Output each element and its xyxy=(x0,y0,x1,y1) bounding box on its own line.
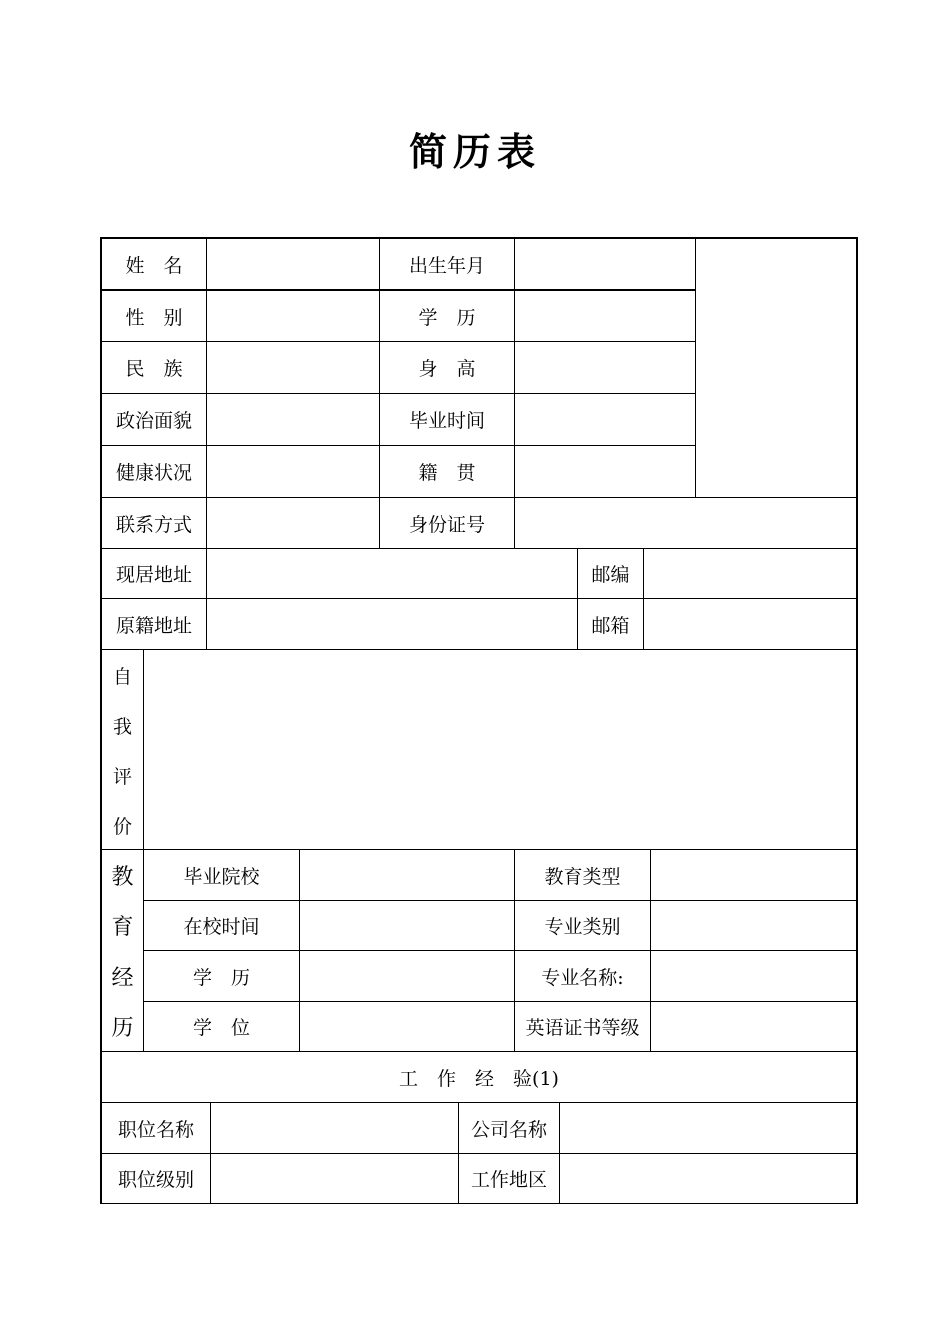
email-label: 邮箱 xyxy=(591,614,630,637)
position-level-label: 职位级别 xyxy=(117,1169,194,1191)
degree-level-label: 学 历 xyxy=(192,966,250,989)
degree-level-field[interactable] xyxy=(300,951,514,1001)
education-field[interactable] xyxy=(515,291,695,341)
resume-form xyxy=(100,237,858,1204)
height-label: 身 高 xyxy=(418,358,476,380)
gender-label: 性 别 xyxy=(125,306,183,329)
edu-type-label: 教育类型 xyxy=(544,865,621,888)
work-region-label: 工作地区 xyxy=(470,1169,547,1191)
border-right xyxy=(856,237,858,1204)
work-experience-heading: 工 作 经 验(1) xyxy=(399,1067,559,1090)
self-eval-char: 我 xyxy=(112,715,132,738)
id-number-field[interactable] xyxy=(515,498,856,548)
major-category-field[interactable] xyxy=(651,901,856,950)
origin-address-label: 原籍地址 xyxy=(115,614,192,637)
english-cert-field[interactable] xyxy=(651,1002,856,1051)
graduation-date-field[interactable] xyxy=(515,394,695,445)
position-label: 职位名称 xyxy=(117,1118,194,1141)
contact-label: 联系方式 xyxy=(115,513,192,536)
self-eval-char: 评 xyxy=(112,765,132,788)
ethnicity-field[interactable] xyxy=(207,342,379,393)
page-title: 简历表 xyxy=(408,130,541,174)
company-field[interactable] xyxy=(560,1103,856,1153)
email-field[interactable] xyxy=(644,599,856,649)
gender-field[interactable] xyxy=(207,291,379,341)
name-label: 姓 名 xyxy=(125,254,183,277)
education-section-char: 经 xyxy=(111,965,134,991)
political-status-field[interactable] xyxy=(207,394,379,445)
education-section-char: 教 xyxy=(111,864,134,890)
border-bottom xyxy=(100,1203,858,1204)
origin-address-field[interactable] xyxy=(207,599,577,649)
birth-field[interactable] xyxy=(515,239,695,289)
degree-field[interactable] xyxy=(300,1002,514,1051)
height-field[interactable] xyxy=(515,342,695,393)
self-eval-char: 自 xyxy=(112,665,132,688)
position-field[interactable] xyxy=(211,1103,458,1153)
education-section-char: 育 xyxy=(111,915,134,940)
ethnicity-label: 民 族 xyxy=(125,358,183,380)
edu-type-field[interactable] xyxy=(651,850,856,900)
health-label: 健康状况 xyxy=(115,462,192,484)
company-label: 公司名称 xyxy=(470,1118,547,1141)
native-place-label: 籍 贯 xyxy=(418,462,476,484)
degree-label: 学 位 xyxy=(192,1017,250,1039)
major-category-label: 专业类别 xyxy=(544,916,621,938)
id-number-label: 身份证号 xyxy=(408,513,485,536)
postcode-field[interactable] xyxy=(644,549,856,598)
english-cert-label: 英语证书等级 xyxy=(525,1017,640,1039)
contact-field[interactable] xyxy=(207,498,379,548)
education-section-char: 历 xyxy=(111,1016,134,1041)
native-place-field[interactable] xyxy=(515,446,695,497)
school-label: 毕业院校 xyxy=(183,865,260,888)
postcode-label: 邮编 xyxy=(591,564,630,586)
col-line xyxy=(695,237,696,497)
address-label: 现居地址 xyxy=(115,564,192,586)
graduation-date-label: 毕业时间 xyxy=(408,410,485,432)
self-evaluation-field[interactable] xyxy=(144,650,856,849)
education-label: 学 历 xyxy=(418,306,476,329)
study-period-label: 在校时间 xyxy=(183,916,260,938)
photo-area[interactable] xyxy=(697,239,855,497)
work-region-field[interactable] xyxy=(560,1154,856,1203)
health-field[interactable] xyxy=(207,446,379,497)
self-eval-char: 价 xyxy=(112,815,132,838)
name-field[interactable] xyxy=(207,239,379,289)
birth-label: 出生年月 xyxy=(408,254,485,277)
school-field[interactable] xyxy=(300,850,514,900)
political-status-label: 政治面貌 xyxy=(115,410,192,432)
major-name-field[interactable] xyxy=(651,951,856,1001)
study-period-field[interactable] xyxy=(300,901,514,950)
position-level-field[interactable] xyxy=(211,1154,458,1203)
major-name-label: 专业名称: xyxy=(541,966,624,989)
address-field[interactable] xyxy=(207,549,577,598)
